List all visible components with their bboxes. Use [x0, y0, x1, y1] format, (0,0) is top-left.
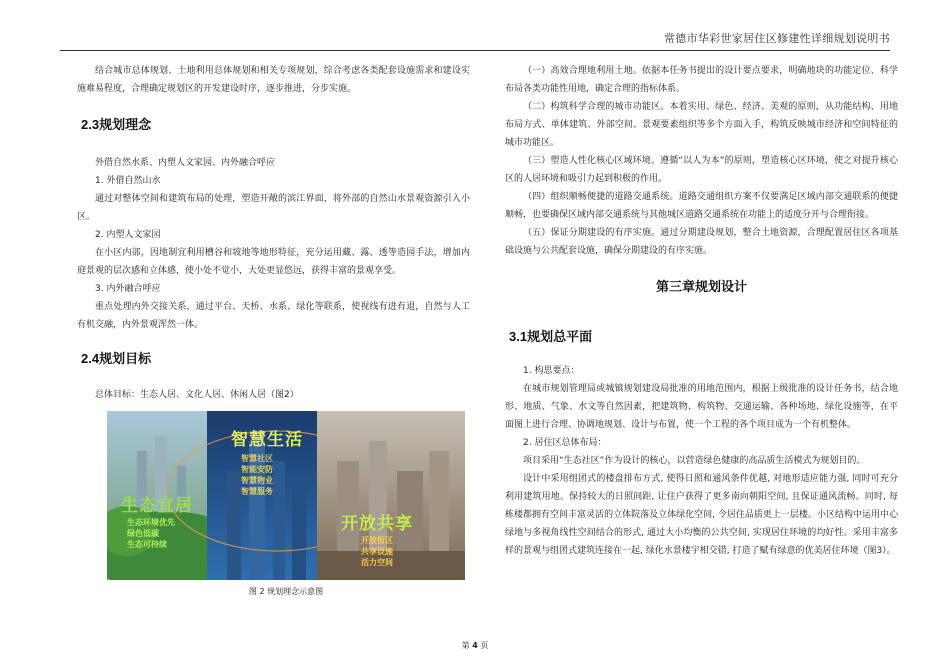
- section-heading-2-3: 2.3规划理念: [81, 117, 152, 132]
- figure-sub-mid: 智慧社区 智能安防 智慧物业 智慧服务: [241, 454, 273, 496]
- item1-text: 通过对整体空间和建筑布局的处理，塑造开敞的滨江界面，将外部的自然山水景观资源引入小区。: [77, 194, 470, 222]
- subsection-1-text: 在城市规划管理局或城镇规划建设局批准的用地范围内，根据上级批准的设计任务书，结合地形、地质、气象、水文等自然因素，把建筑物、构筑物、交通运输、各种场地、绿化设施等，在平面图上进行合理、协调地规划、设计与布置，使一个工程的各个项目成为一个有机整体。: [505, 384, 898, 430]
- page-footer: [0, 640, 950, 651]
- figure-label-left: 生态宜居: [121, 496, 193, 515]
- page-number: 4: [472, 641, 478, 650]
- item1-title: 1. 外借自然山水: [95, 176, 161, 186]
- principle-1: （一）高效合理地利用土地。依据本任务书提出的设计要点要求，明确地块的功能定位、科学布局各类功能性用地，确定合理的指标体系。: [505, 66, 898, 94]
- goal-line: 总体目标：生态人居、文化人居、休闲人居（图2）: [95, 390, 299, 400]
- chapter-heading: 第三章规划设计: [655, 279, 747, 294]
- subsection-2-text2: 设计中采用组团式的楼盘排布方式, 使得日照和通风条件优越, 对地形适应能力强, 同时可充分利用建筑用地。保持较大的日照间距, 让住户获得了更多南向朝阳空间, 且保证通风流畅。同时, 每栋楼都拥有空间丰富灵活的立体院落及立体绿化空间, 令居住品质更上一层楼。小区结构中运用中心绿地与多视角线性空间结合的形式, 通过大小均衡的公共空间, 实现居住环境的均好性。采用丰富多样的景观与组团式建筑连接在一起, 绿化水景楼宇相交错, 打造了赋有绿意的优美居住环境（图3）。: [505, 474, 898, 556]
- figure-sub-right: 开放街区 共享设施 活力空间: [361, 536, 393, 567]
- right-column: [505, 62, 898, 560]
- principle-4: （四）组织顺畅便捷的道路交通系统。道路交通组织方案不仅要满足区域内部交通联系的便捷顺畅，也要确保区域内部交通系统与其他城区道路交通系统在功能上的适度分开与合理衔接。: [505, 192, 898, 220]
- principle-3: （三）塑造人性化核心区域环境。遵循“以人为本”的原则，塑造核心区环境，使之对提升核心区的人居环境和吸引力起到积极的作用。: [505, 156, 898, 184]
- subsection-2-title: 2. 居住区总体布局：: [523, 438, 607, 448]
- subsection-1-title: 1. 构思要点：: [523, 366, 580, 376]
- item3-title: 3. 内外融合呼应: [95, 284, 161, 294]
- footer-suffix: 页: [480, 641, 489, 650]
- principle-2: （二）构筑科学合理的城市功能区。本着实用、绿色、经济、美观的原则，从功能结构、用地布局方式、单体建筑、外部空间、景观要素组织等多个方面入手，构筑反映城市经济和空间特征的城市功能区。: [505, 102, 898, 148]
- item2-text: 在小区内部，因地制宜利用槽谷和坡地等地形特征，充分运用藏、露、透等造园手法，增加内庭景观的层次感和立体感，使小处不觉小，大处更显悠远，获得丰富的景观享受。: [77, 248, 470, 276]
- item3-text: 重点处理内外交接关系，通过平台、天桥、水系、绿化等联系，使视线有进有退，自然与人工有机交融，内外景观浑然一体。: [77, 302, 470, 330]
- planning-concept-figure: [107, 411, 465, 580]
- figure-caption: 图 2 规划理念示意图: [248, 587, 324, 596]
- section-heading-3-1: 3.1规划总平面: [509, 329, 593, 344]
- left-column: [77, 62, 470, 404]
- page-header: [60, 0, 890, 51]
- concept-line: 外借自然水系、内塑人文家园、内外融合呼应: [95, 158, 276, 168]
- subsection-2-text1: 项目采用“生态社区”作为设计的核心，以营造绿色健康的高品质生活模式为规划目的。: [523, 456, 866, 466]
- section-heading-2-4: 2.4规划目标: [81, 351, 152, 366]
- figure-label-right: 开放共享: [341, 514, 413, 533]
- figure-label-mid: 智慧生活: [231, 430, 303, 449]
- item2-title: 2. 内塑人文家园: [95, 230, 161, 240]
- principle-5: （五）保证分期建设的有序实施。通过分期建设规划，整合土地资源，合理配置居住区各项基础设施与公共配套设施，确保分期建设的有序实施。: [505, 228, 898, 256]
- footer-prefix: 第: [461, 641, 470, 650]
- header-title: 常德市华彩世家居住区修建性详细规划说明书: [664, 32, 890, 45]
- intro-paragraph: 结合城市总体规划、土地利用总体规划和相关专项规划，综合考虑各类配套设施需求和建设实施难易程度，合理确定规划区的开发建设时序，逐步推进，分步实施。: [77, 66, 470, 94]
- figure-sub-left: 生态环境优先 绿色低碳 生态可持续: [127, 518, 175, 549]
